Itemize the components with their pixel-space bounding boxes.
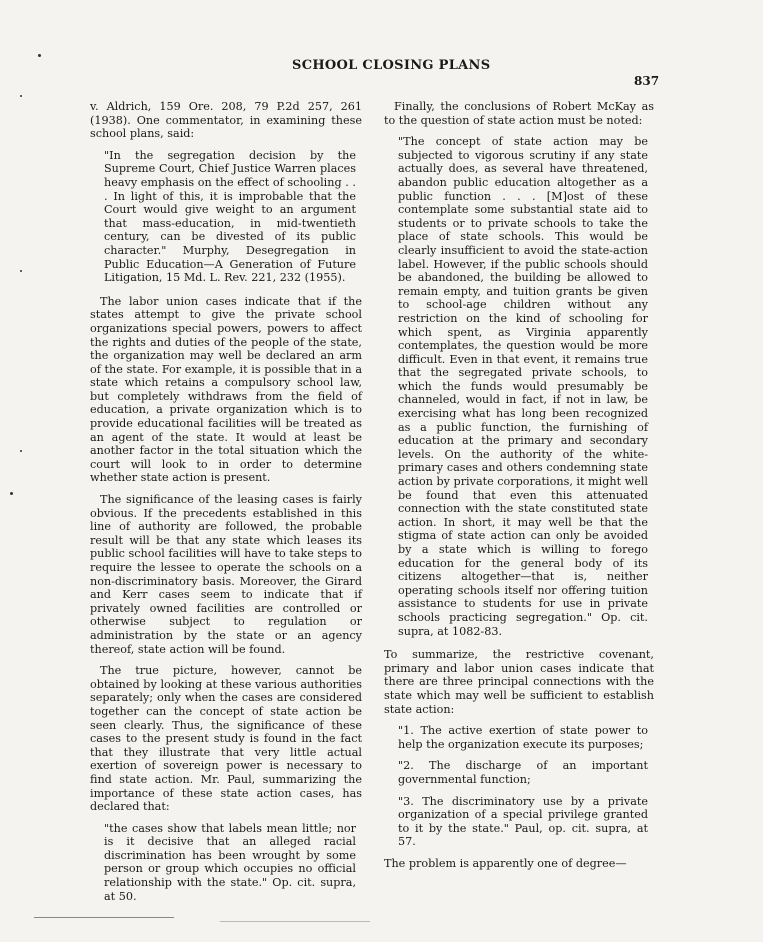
paragraph: v. Aldrich, 159 Ore. 208, 79 P.2d 257, 261 (1938). One commentator, in examining these school plans, said: — [90, 100, 362, 141]
left-column — [90, 100, 362, 913]
paragraph: To summarize, the restrictive covenant, primary and labor union cases indicate that there are three principal connections with the state which may well be sufficient to establish state action: — [384, 648, 654, 716]
paragraph: Finally, the conclusions of Robert McKay as to the question of state action must be noted: — [384, 100, 654, 127]
block-quote — [398, 135, 648, 638]
scan-speck — [10, 492, 13, 495]
page-number: 837 — [634, 74, 660, 88]
paragraph: The problem is apparently one of degree— — [384, 856, 627, 870]
quote-text: "In the segregation decision by the Supreme Court, Chief Justice Warren places heavy emphasis on the effect of schooling . . . In light of this, it is improbable that the Court would give weight to an argument that mass-education, in mid-twentieth century, can be divested of its public character." Murphy, Desegregation in Public Education—A Generation of Future Litigation, 15 Md. L. Rev. 221, 232 (1955). — [104, 148, 356, 285]
scan-rule — [34, 917, 174, 918]
list-item — [398, 795, 648, 849]
scan-speck — [20, 270, 22, 272]
list-item-text: "3. The discriminatory use by a private organization of a special privilege granted to it by the state." Paul, op. cit. supra, at 57. — [398, 794, 648, 849]
block-quote — [104, 822, 356, 904]
running-title: SCHOOL CLOSING PLANS — [292, 58, 491, 73]
list-item-text: "2. The discharge of an important governmental function; — [398, 759, 648, 786]
block-quote — [104, 149, 356, 285]
paragraph: The true picture, however, cannot be obtained by looking at these various authorities separately; only when the cases are considered together can the concept of state action be seen clearly. Thus, the significance of these cases to the present study is found in the fact that they illustrate that very little actual exertion of sovereign power is necessary to find state action. Mr. Paul, summarizing the importance of these state action cases, has declared that: — [90, 664, 362, 814]
scan-speck — [38, 54, 41, 57]
paragraph: The significance of the leasing cases is fairly obvious. If the precedents established in this line of authority are followed, the probable result will be that any state which leases its public school facilities will have to take steps to require the lessee to operate the schools on a non-discriminatory basis. Moreover, the Girard and Kerr cases seem to indicate that if privately owned facilities are controlled or otherwise subject to regulation or administration by the state or an agency thereof, state action will be found. — [90, 493, 362, 656]
page-header — [0, 58, 763, 88]
quote-text: "the cases show that labels mean little; nor is it decisive that an alleged racial discrimination has been wrought by some person or group which occupies no official relationship with the state." Op. cit. supra, at 50. — [104, 821, 356, 903]
scan-speck — [20, 450, 22, 452]
paragraph: The labor union cases indicate that if the states attempt to give the private school organizations special powers, powers to affect the rights and duties of the people of the state, the organization may well be declared an arm of the state. For example, it is possible that in a state which retains a compulsory school law, but completely withdraws from the field of education, a private organization which is to provide educational facilities will be treated as an agent of the state. It would at least be another factor in the total situation which the court will look to in order to determine whether state action is present. — [90, 294, 362, 485]
quote-text: "The concept of state action may be subjected to vigorous scrutiny if any state actually does, as several have threatened, abandon public education altogether as a public function . . . [M]ost of these contemplate some substantial state aid to students or to private schools to take the place of state schools. This would be clearly insufficient to avoid the state-action label. However, if the public schools should be abandoned, the building be allowed to remain empty, and tuition grants be given to school-age children without any restriction on the kind of schooling for which spent, as Virginia apparently contemplates, the question would be more difficult. Even in that event, it remains true that the segregated private schools, to which the funds would presumably be channeled, would in fact, if not in law, be exercising what has long been recognized as a public function, the furnishing of education at the primary and secondary levels. On the authority of the white-primary cases and others condemning state action by private corporations, it might well be found that even this attenuated connection with the state constituted state action. In short, it may well be that the stigma of state action can only be avoided by a state which is willing to forego education for the general body of its citizens altogether—that is, neither operating schools itself nor offering tuition assistance to students for use in private schools practicing segregation." Op. cit. supra, at 1082-83. — [398, 135, 649, 638]
list-item — [398, 724, 648, 751]
list-item-text: "1. The active exertion of state power to help the organization execute its purposes; — [398, 724, 648, 751]
list-item — [398, 759, 648, 786]
right-column — [384, 100, 654, 878]
scan-rule — [220, 921, 370, 922]
scan-speck — [20, 95, 22, 97]
